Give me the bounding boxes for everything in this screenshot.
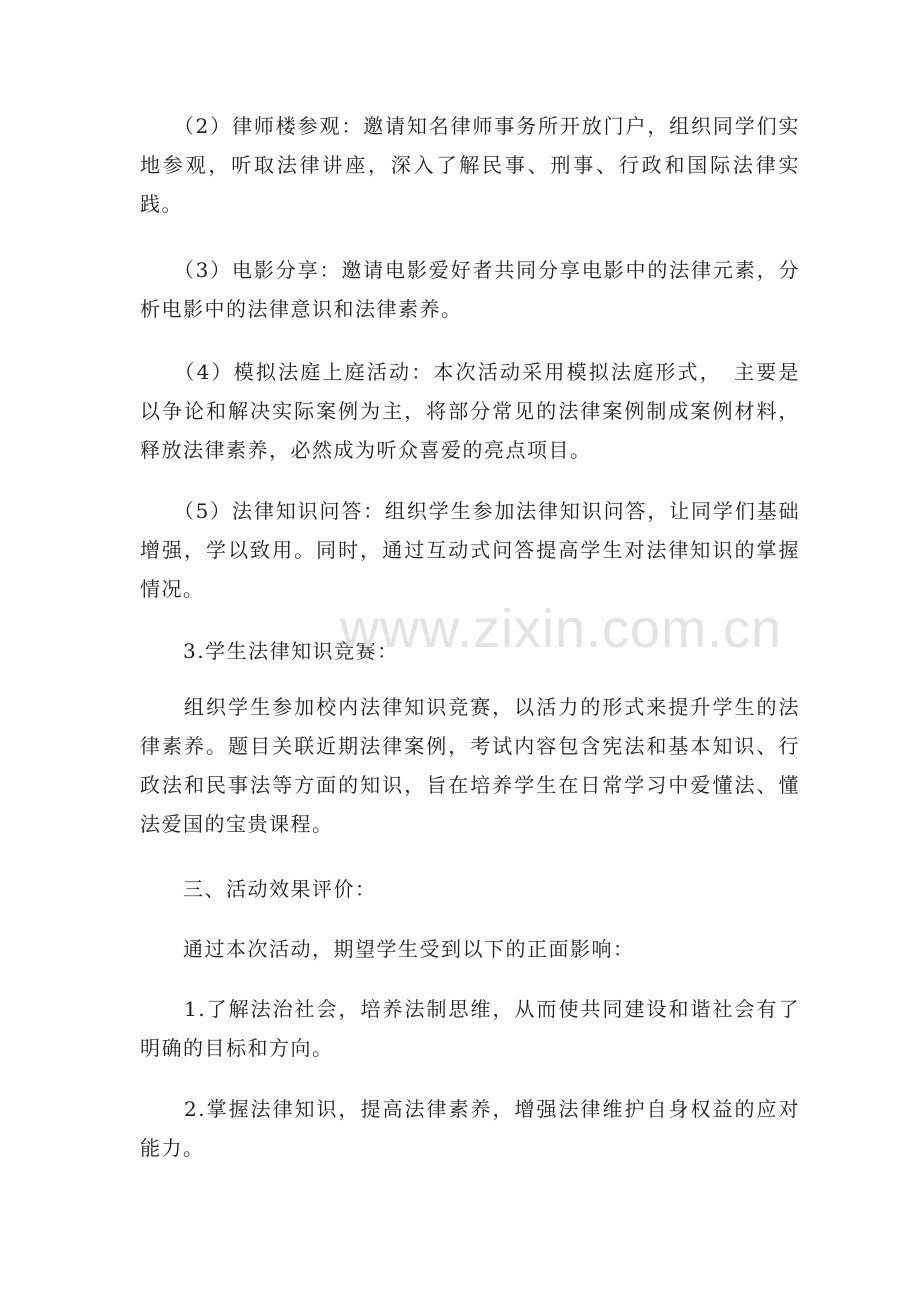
paragraph-law-quiz: （5）法律知识问答：组织学生参加法律知识问答，让同学们基础增强，学以致用。同时，通过互动式问答提高学生对法律知识的掌握情况。 [140, 499, 800, 601]
watermark: www.zixin.com.cn [340, 599, 783, 659]
list-item-legal-knowledge: 2.掌握法律知识，提高法律素养，增强法律维护自身权益的应对能力。 [140, 1097, 800, 1160]
paragraph-lawyer-visit: （2）律师楼参观：邀请知名律师事务所开放门户，组织同学们实地参观，听取法律讲座，深入了解民事、刑事、行政和国际法律实践。 [140, 114, 800, 216]
paragraph-law-competition: 组织学生参加校内法律知识竞赛，以活力的形式来提升学生的法律素养。题目关联近期法律案例，考试内容包含宪法和基本知识、行政法和民事法等方面的知识，旨在培养学生在日常学习中爱懂法、懂法爱国的宝贵课程。 [140, 695, 800, 836]
paragraph-moot-court: （4）模拟法庭上庭活动：本次活动采用模拟法庭形式， 主要是以争论和解决实际案例为主，将部分常见的法律案例制成案例材料，释放法律素养，必然成为听众喜爱的亮点项目。 [140, 360, 800, 462]
paragraph-evaluation-intro: 通过本次活动，期望学生受到以下的正面影响： [140, 937, 635, 961]
paragraph-film-sharing: （3）电影分享：邀请电影爱好者共同分享电影中的法律元素，分析电影中的法律意识和法律素养。 [140, 258, 800, 321]
list-item-rule-of-law: 1.了解法治社会，培养法制思维，从而使共同建设和谐社会有了明确的目标和方向。 [140, 997, 800, 1060]
heading-law-competition: 3.学生法律知识竞赛： [140, 639, 399, 663]
heading-evaluation: 三、活动效果评价： [140, 877, 377, 901]
